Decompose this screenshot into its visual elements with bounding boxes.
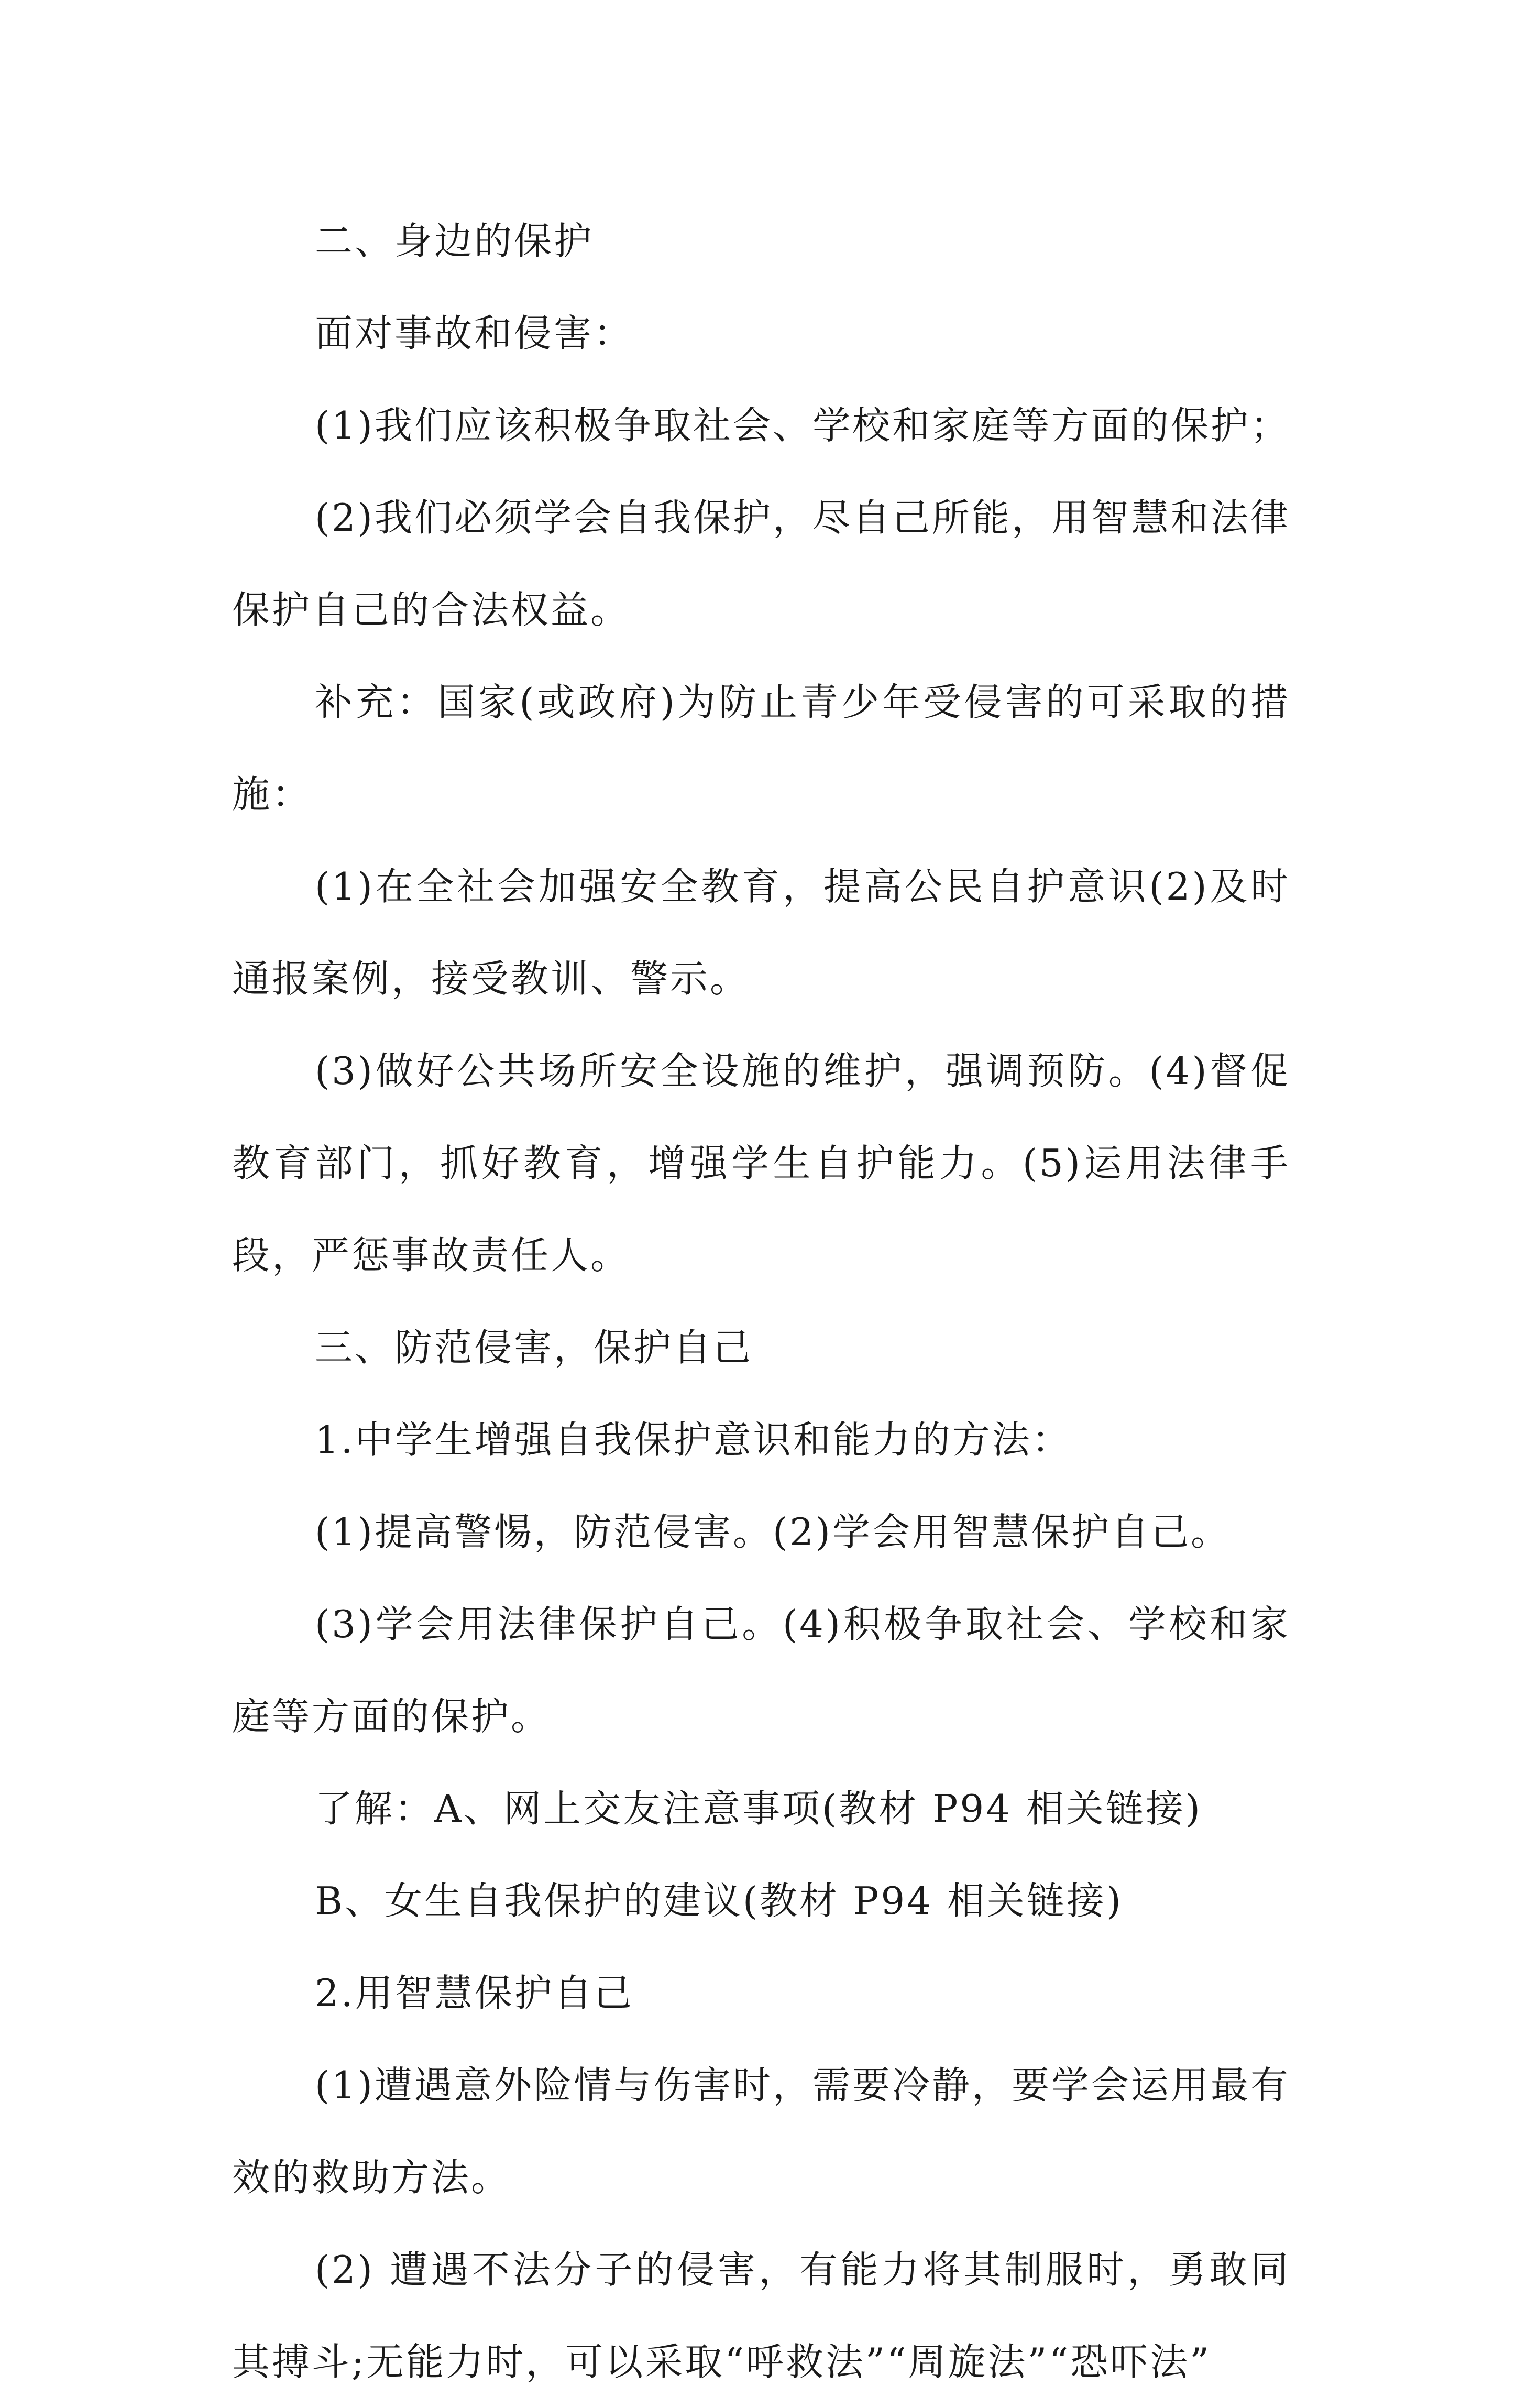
document-body	[232, 195, 1290, 2408]
paragraph-facing-accidents: 面对事故和侵害：	[315, 311, 634, 355]
paragraph-note-b: B、女生自我保护的建议(教材 P94 相关链接)	[315, 1879, 1123, 1923]
paragraph-point-2: (2)我们必须学会自我保护，尽自己所能，用智慧和法律保护自己的合法权益。	[232, 496, 1290, 632]
subheading-methods: 1.中学生增强自我保护意识和能力的方法：	[315, 1418, 1072, 1462]
paragraph-wisdom-1: (1)遭遇意外险情与伤害时，需要冷静，要学会运用最有效的救助方法。	[232, 2063, 1290, 2199]
section-heading-prevent-harm: 三、防范侵害，保护自己	[315, 1326, 753, 1370]
paragraph-methods-1-2: (1)提高警惕，防范侵害。(2)学会用智慧保护自己。	[315, 1510, 1231, 1554]
paragraph-supplement: 补充：国家(或政府)为防止青少年受侵害的可采取的措施：	[232, 680, 1290, 816]
paragraph-measures-3-5: (3)做好公共场所安全设施的维护，强调预防。(4)督促教育部门，抓好教育，增强学生自护能力。(5)运用法律手段，严惩事故责任人。	[232, 1049, 1290, 1277]
subheading-wisdom: 2.用智慧保护自己	[315, 1971, 634, 2015]
paragraph-wisdom-2: (2) 遭遇不法分子的侵害，有能力将其制服时，勇敢同其搏斗;无能力时，可以采取“呼救法”“周旋法”“恐吓法”	[232, 2248, 1290, 2384]
paragraph-methods-3-4: (3)学会用法律保护自己。(4)积极争取社会、学校和家庭等方面的保护。	[232, 1602, 1290, 1738]
paragraph-measures-1-2: (1)在全社会加强安全教育，提高公民自护意识(2)及时通报案例，接受教训、警示。	[232, 864, 1290, 1001]
paragraph-point-1: (1)我们应该积极争取社会、学校和家庭等方面的保护；	[315, 403, 1290, 447]
paragraph-note-a: 了解：A、网上交友注意事项(教材 P94 相关链接)	[315, 1787, 1203, 1831]
section-heading-protection-around: 二、身边的保护	[315, 219, 594, 263]
